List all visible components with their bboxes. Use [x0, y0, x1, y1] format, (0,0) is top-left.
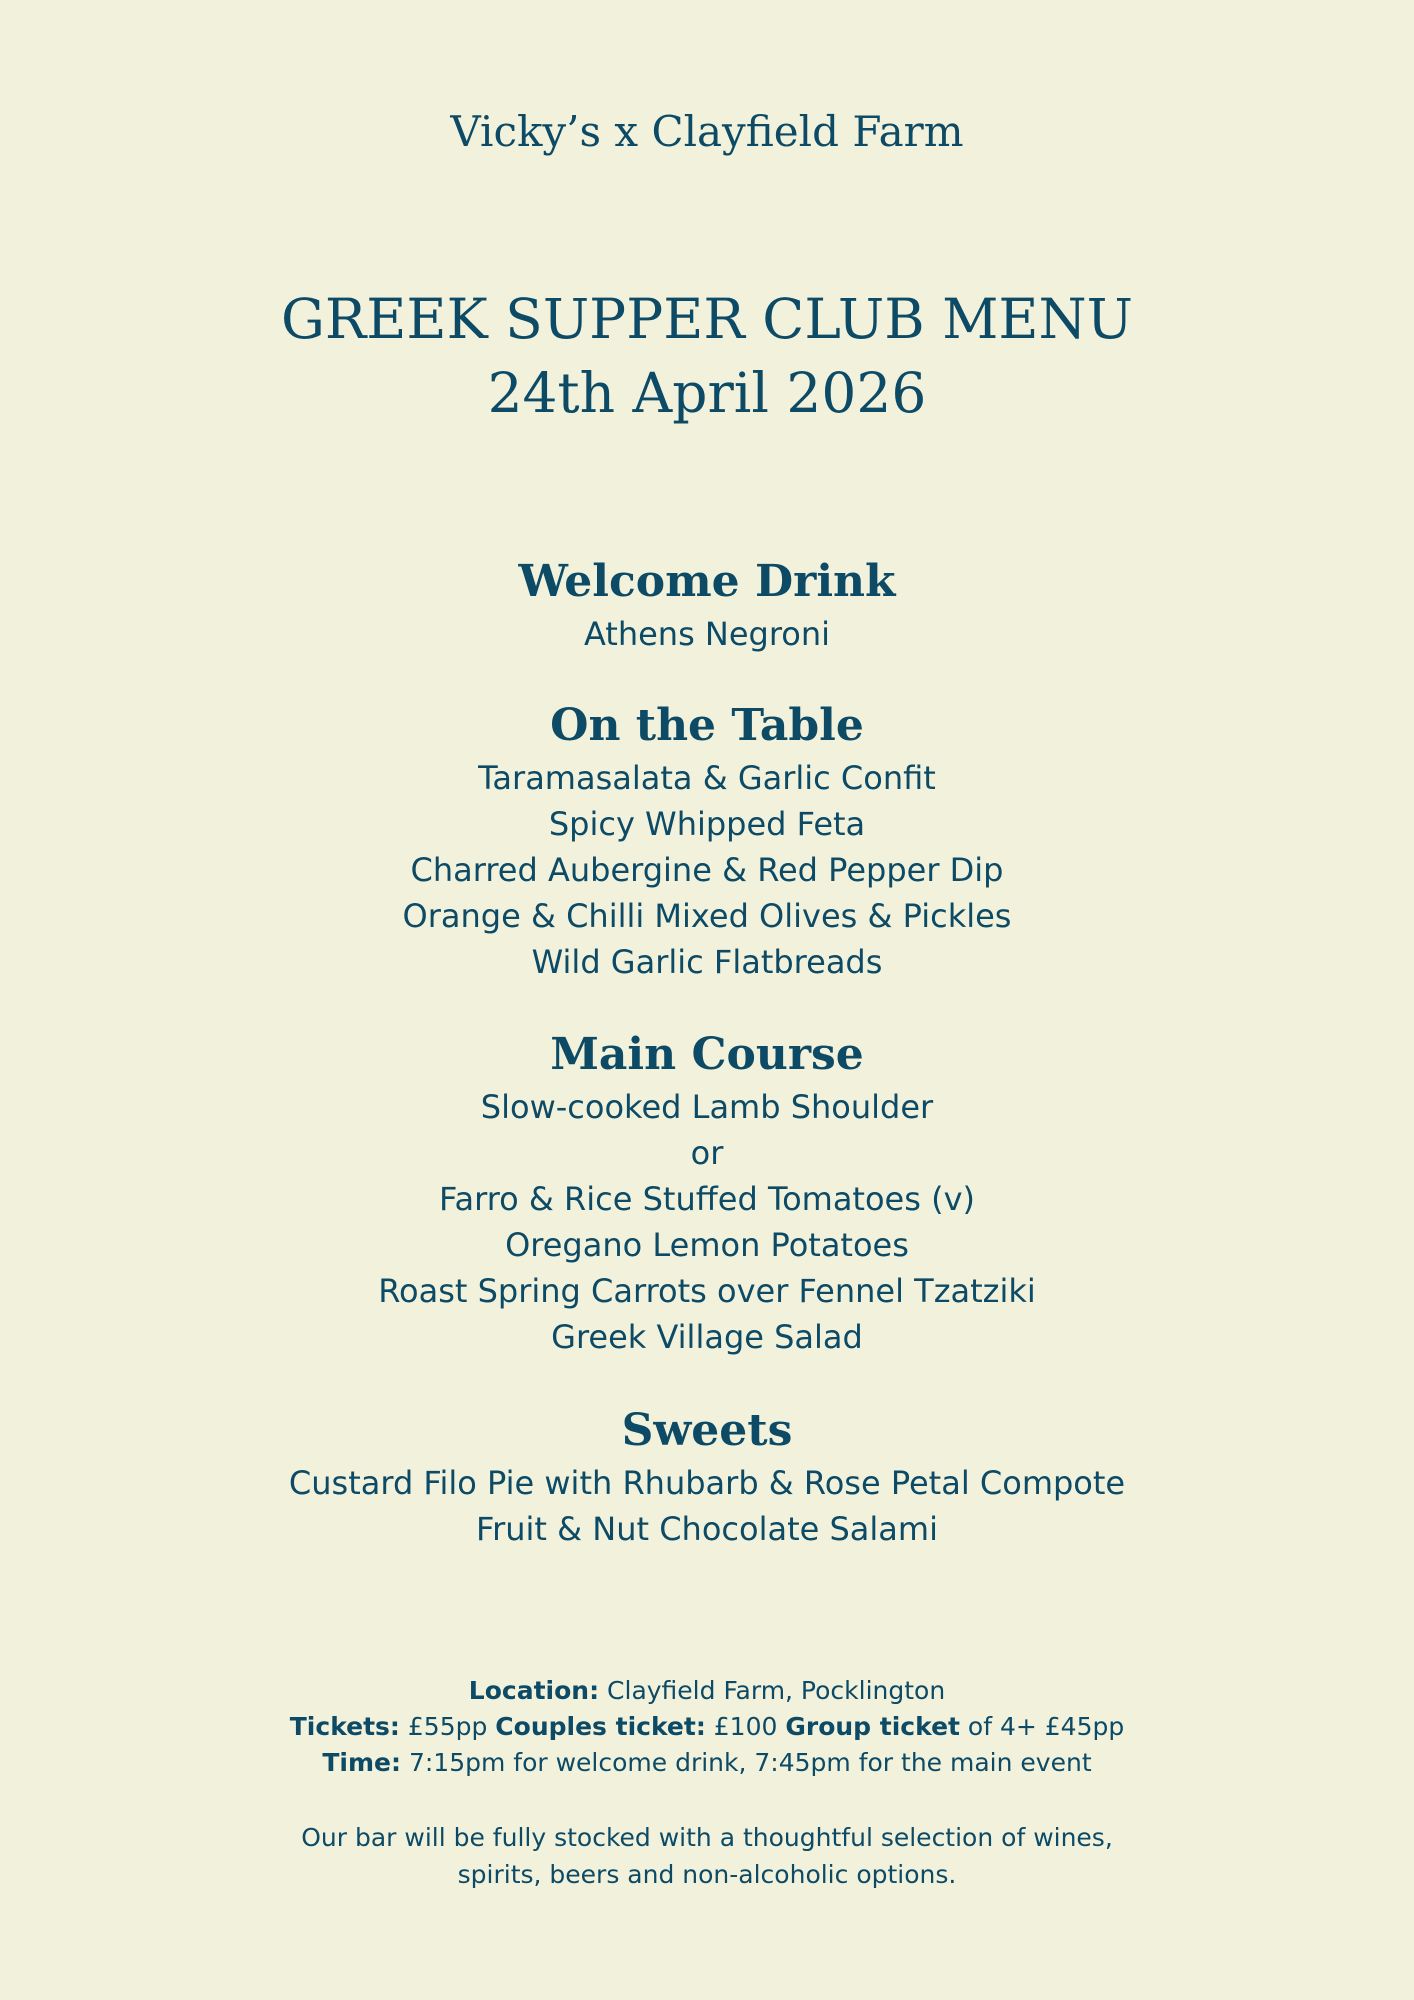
time-label: Time:: [322, 1748, 402, 1777]
couples-label: Couples ticket:: [495, 1712, 706, 1741]
section-heading: Welcome Drink: [518, 556, 896, 607]
bar-note-line: Our bar will be fully stocked with a thoughtful selection of wines,: [301, 1823, 1113, 1852]
menu-date: 24th April 2026: [487, 361, 927, 425]
menu-item: Orange & Chilli Mixed Olives & Pickles: [402, 897, 1012, 935]
menu-item: Slow-cooked Lamb Shoulder: [480, 1088, 934, 1126]
time-value: 7:15pm for welcome drink, 7:45pm for the main event: [401, 1748, 1092, 1777]
bar-note: [0, 1819, 1414, 1893]
section-heading: Sweets: [621, 1405, 793, 1456]
menu-item: Spicy Whipped Feta: [548, 805, 866, 843]
location-line: [0, 1673, 1414, 1709]
location-value: Clayfield Farm, Pocklington: [599, 1676, 946, 1705]
section-sweets: [0, 1402, 1414, 1552]
menu-item: Charred Aubergine & Red Pepper Dip: [410, 851, 1004, 889]
section-heading: On the Table: [550, 700, 864, 751]
section-welcome-drink: [0, 553, 1414, 657]
group-value: of 4+ £45pp: [959, 1712, 1125, 1741]
tickets-line: [0, 1709, 1414, 1745]
menu-item: Athens Negroni: [583, 615, 831, 653]
brand-title: Vicky’s x Clayfield Farm: [450, 107, 964, 156]
menu-title: [0, 282, 1414, 430]
location-label: Location:: [468, 1676, 600, 1705]
couples-value: £100: [705, 1712, 786, 1741]
menu-item: Roast Spring Carrots over Fennel Tzatziki: [378, 1272, 1036, 1310]
tickets-label: Tickets:: [289, 1712, 400, 1741]
menu-item: Farro & Rice Stuffed Tomatoes (v): [439, 1180, 975, 1218]
menu-item: Custard Filo Pie with Rhubarb & Rose Petal Compote: [288, 1464, 1126, 1502]
event-info: [0, 1673, 1414, 1781]
section-main-course: [0, 1026, 1414, 1360]
menu-item: Oregano Lemon Potatoes: [505, 1226, 909, 1264]
bar-note-line: spirits, beers and non-alcoholic options.: [457, 1860, 957, 1889]
tickets-value: £55pp: [399, 1712, 496, 1741]
menu-item: Fruit & Nut Chocolate Salami: [476, 1510, 938, 1548]
menu-title-name: GREEK SUPPER CLUB MENU: [280, 287, 1134, 351]
section-heading: Main Course: [550, 1029, 864, 1080]
time-line: [0, 1745, 1414, 1781]
menu-item: Wild Garlic Flatbreads: [531, 943, 883, 981]
group-label: Group ticket: [785, 1712, 960, 1741]
menu-item: Taramasalata & Garlic Confit: [478, 759, 936, 797]
section-on-the-table: [0, 697, 1414, 985]
menu-item: Greek Village Salad: [551, 1318, 863, 1356]
menu-item: or: [690, 1134, 724, 1172]
